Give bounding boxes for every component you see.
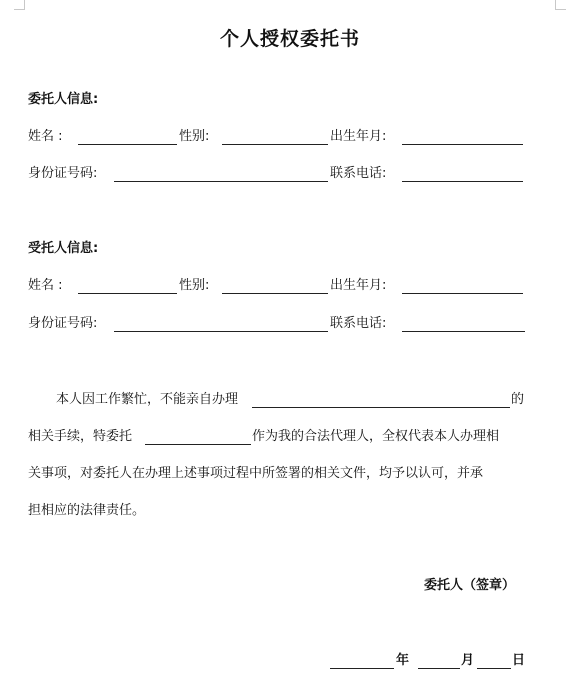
day-blank[interactable] (477, 668, 511, 669)
page-corner-mark (555, 0, 566, 10)
day-label: 日 (512, 653, 526, 668)
signature-label: 委托人（签章） (424, 578, 516, 593)
principal-heading: 委托人信息: (28, 92, 99, 107)
body-line-4: 担相应的法律责任。 (28, 503, 146, 518)
principal-gender-label: 性别: (179, 129, 210, 144)
agent-name-label: 姓名 : (28, 278, 63, 293)
month-label: 月 (461, 653, 475, 668)
agent-id-label: 身份证号码: (28, 316, 98, 331)
principal-gender-blank[interactable] (222, 144, 328, 145)
agent-gender-blank[interactable] (222, 293, 328, 294)
principal-phone-label: 联系电话: (330, 166, 387, 181)
month-blank[interactable] (418, 668, 460, 669)
body-line-3: 关事项，对委托人在办理上述事项过程中所签署的相关文件，均予以认可，并承 (28, 466, 484, 481)
principal-name-blank[interactable] (78, 144, 177, 145)
principal-phone-blank[interactable] (402, 181, 523, 182)
document-title: 个人授权委托书 (219, 28, 360, 50)
agent-id-blank[interactable] (114, 331, 328, 332)
agent-name-inline-blank[interactable] (145, 444, 251, 445)
agent-phone-blank[interactable] (402, 331, 525, 332)
agent-phone-label: 联系电话: (330, 316, 387, 331)
agent-birth-label: 出生年月: (330, 278, 387, 293)
body-line-2-end: 作为我的合法代理人，全权代表本人办理相 (252, 429, 500, 444)
principal-birth-blank[interactable] (402, 144, 523, 145)
principal-birth-label: 出生年月: (330, 129, 387, 144)
body-line-1-end: 的 (511, 392, 525, 407)
agent-heading: 受托人信息: (28, 241, 99, 256)
principal-name-label: 姓名 : (28, 129, 63, 144)
agent-birth-blank[interactable] (402, 293, 523, 294)
matter-blank[interactable] (252, 407, 510, 408)
principal-id-blank[interactable] (114, 181, 328, 182)
year-blank[interactable] (330, 668, 394, 669)
agent-gender-label: 性别: (179, 278, 210, 293)
agent-name-blank[interactable] (78, 293, 177, 294)
year-label: 年 (396, 653, 410, 668)
body-line-1-start: 本人因工作繁忙，不能亲自办理 (56, 392, 239, 407)
principal-id-label: 身份证号码: (28, 166, 98, 181)
page-corner-mark (14, 0, 25, 10)
body-line-2-start: 相关手续，特委托 (28, 429, 133, 444)
